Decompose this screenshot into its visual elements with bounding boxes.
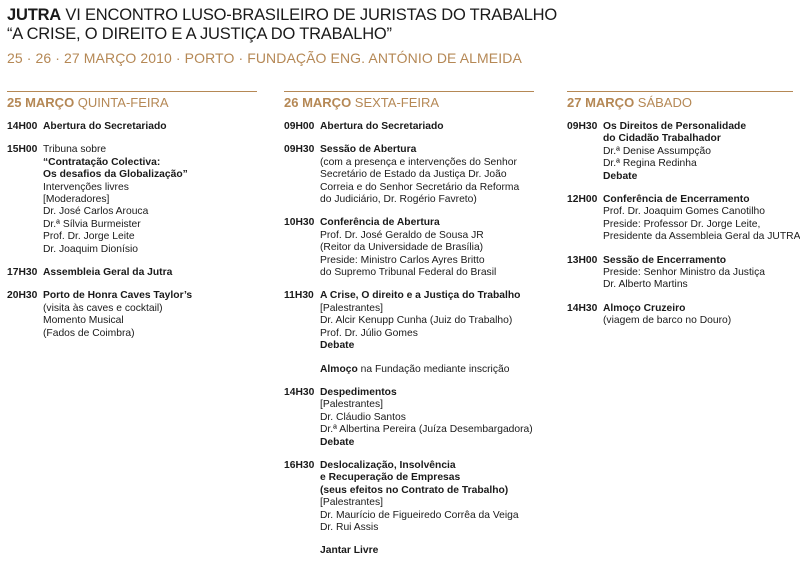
entry-line-text: Secretário de Estado da Justiça Dr. João — [320, 169, 507, 181]
entry-details — [320, 460, 519, 534]
entry-line-text: (seus efeitos no Contrato de Trabalho) — [320, 484, 509, 496]
entry-time: 20H30 — [7, 290, 38, 302]
entry-line-text: Tribuna sobre — [43, 144, 107, 156]
entry-line — [320, 144, 519, 156]
entry-line — [43, 182, 188, 194]
day-weekday: QUINTA-FEIRA — [74, 95, 169, 110]
entry-details — [320, 121, 444, 133]
schedule-entry — [7, 121, 269, 133]
entry-time: 13H00 — [567, 254, 598, 266]
entry-details — [603, 303, 731, 328]
schedule-entry — [284, 460, 560, 534]
entry-line-text: Presidente da Assembleia Geral da JUTRA — [603, 231, 800, 243]
entry-line-text: [Palestrantes] — [320, 302, 383, 314]
entry-line — [320, 267, 496, 279]
entry-line — [603, 133, 746, 145]
schedule-entry — [7, 267, 269, 279]
entry-line — [603, 219, 800, 231]
entry-details — [320, 364, 509, 376]
entry-line — [603, 146, 746, 158]
day-column-26 — [284, 95, 560, 569]
schedule-entry — [284, 545, 560, 557]
entry-line-text: Dr. Cláudio Santos — [320, 411, 406, 423]
entry-line-text: (visita às caves e cocktail) — [43, 302, 163, 314]
entry-line-text: Dr. José Carlos Arouca — [43, 206, 149, 218]
brand-name: JUTRA — [7, 6, 62, 24]
entry-line-text: Prof. Dr. Júlio Gomes — [320, 327, 418, 339]
entry-line-text: A Crise, O direito e a Justiça do Trabalho — [320, 290, 521, 302]
entry-line — [603, 315, 731, 327]
entry-time: 12H00 — [567, 194, 598, 206]
entry-details — [320, 387, 533, 449]
entry-line-text: Momento Musical — [43, 315, 124, 327]
entry-line — [320, 182, 519, 194]
entry-line — [603, 206, 800, 218]
document-header — [7, 6, 557, 68]
entry-line — [43, 303, 192, 315]
entry-time — [284, 364, 320, 376]
entry-line-text: [Palestrantes] — [320, 497, 383, 509]
entry-line-text: Abertura do Secretariado — [43, 121, 167, 132]
entry-line-text: Preside: Senhor Ministro da Justiça — [603, 267, 765, 279]
schedule-entry — [7, 144, 269, 256]
entry-line — [320, 230, 496, 242]
entry-line — [320, 194, 519, 206]
schedule-entry — [7, 290, 269, 340]
entry-line-text: do Cidadão Trabalhador — [603, 133, 721, 145]
entry-line-text: [Moderadores] — [43, 194, 110, 206]
day-heading — [567, 95, 797, 111]
event-title-text: VI ENCONTRO LUSO-BRASILEIRO DE JURISTAS DO TRABALHO — [61, 6, 558, 24]
schedule-entry — [284, 121, 560, 133]
entry-time: 14H30 — [284, 386, 315, 398]
entry-line — [43, 231, 188, 243]
day-heading — [284, 95, 560, 111]
entry-line — [603, 303, 731, 315]
day-weekday: SEXTA-FEIRA — [351, 95, 440, 110]
entry-details — [320, 144, 519, 206]
entry-line — [603, 194, 800, 206]
entry-line — [320, 255, 496, 267]
entry-line — [43, 206, 188, 218]
entry-line — [43, 315, 192, 327]
entry-line-text: Debate — [603, 170, 638, 182]
entry-line — [320, 121, 444, 133]
entry-line — [320, 169, 519, 181]
entry-details — [43, 290, 192, 340]
entry-line-text: [Palestrantes] — [320, 399, 383, 411]
entry-line-text: Conferência de Abertura — [320, 217, 440, 229]
entry-line-text: (viagem de barco no Douro) — [603, 315, 732, 327]
schedule-entry — [567, 255, 797, 292]
entry-line — [320, 242, 496, 254]
entry-line-text: Dr. Maurício de Figueiredo Corrêa da Veiga — [320, 509, 519, 521]
entry-line — [320, 437, 533, 449]
entry-line — [320, 340, 520, 352]
entry-time: 09H00 — [284, 121, 315, 132]
entry-line — [320, 328, 520, 340]
entry-line — [43, 219, 188, 231]
entry-time: 14H30 — [567, 302, 598, 314]
entry-line — [43, 290, 192, 302]
entry-line-text: Dr. Rui Assis — [320, 521, 379, 533]
entry-line — [43, 157, 188, 169]
entry-line-text: Correia e do Senhor Secretário da Reforma — [320, 181, 520, 193]
day-column-27 — [567, 95, 800, 339]
entry-time: 15H00 — [7, 144, 38, 156]
day-weekday: SÁBADO — [634, 95, 692, 110]
entry-line-text: (Reitor da Universidade de Brasília) — [320, 242, 484, 254]
schedule-entry — [284, 387, 560, 449]
entry-line-text: Sessão de Abertura — [320, 144, 417, 156]
entry-details — [320, 290, 520, 352]
entry-line-text: Dr.ª Albertina Pereira (Juíza Desembargadora) — [320, 424, 533, 436]
entry-line-text: Preside: Ministro Carlos Ayres Britto — [320, 254, 485, 266]
schedule-entry — [284, 217, 560, 279]
event-subtitle: “A CRISE, O DIREITO E A JUSTIÇA DO TRABALHO” — [7, 25, 392, 43]
entry-details — [43, 144, 188, 256]
entry-details — [603, 121, 746, 183]
entry-line-text: e Recuperação de Empresas — [320, 472, 461, 484]
entry-line — [320, 522, 519, 534]
entry-line-text: Intervenções livres — [43, 181, 129, 193]
entry-line — [320, 303, 520, 315]
entry-time: 10H30 — [284, 217, 315, 229]
entry-line-text: Preside: Professor Dr. Jorge Leite, — [603, 218, 761, 230]
entry-details — [43, 267, 172, 279]
entry-line — [320, 315, 520, 327]
divider-day-1 — [7, 91, 257, 92]
entry-line-text: Prof. Dr. Jorge Leite — [43, 231, 135, 243]
event-title — [7, 6, 557, 25]
entry-line — [320, 472, 519, 484]
entry-line — [43, 144, 188, 156]
entry-line — [320, 217, 496, 229]
divider-day-3 — [567, 91, 793, 92]
entry-line — [603, 279, 765, 291]
event-dates-place: 25 · 26 · 27 MARÇO 2010 · PORTO · FUNDAÇÃO ENG. ANTÓNIO DE ALMEIDA — [7, 50, 522, 66]
entry-line — [603, 171, 746, 183]
entry-line — [320, 460, 519, 472]
entry-line-text: do Judiciário, Dr. Rogério Favreto) — [320, 194, 477, 206]
entry-line — [320, 485, 519, 497]
entry-line — [43, 328, 192, 340]
day-column-25 — [7, 95, 269, 351]
entry-line-text: Os Direitos de Personalidade — [603, 121, 747, 132]
schedule-entry — [284, 290, 560, 352]
entry-line — [603, 121, 746, 133]
entry-line — [603, 267, 765, 279]
entry-line-text: Porto de Honra Caves Taylor’s — [43, 290, 193, 302]
schedule-entry — [284, 364, 560, 376]
entry-line-text: Debate — [320, 436, 355, 448]
entry-line — [43, 244, 188, 256]
entry-time — [284, 545, 320, 557]
entry-time: 09H30 — [284, 144, 315, 156]
entry-details — [43, 121, 167, 133]
entry-line-text: Dr.ª Denise Assumpção — [603, 145, 711, 157]
entry-line — [320, 497, 519, 509]
entry-line-text: Os desafios da Globalização” — [43, 169, 188, 181]
entry-line — [320, 510, 519, 522]
entry-line — [320, 157, 519, 169]
entry-line-text: Almoço — [320, 363, 358, 375]
entry-line-text: do Supremo Tribunal Federal do Brasil — [320, 267, 497, 279]
entry-time: 17H30 — [7, 267, 38, 279]
entry-details — [320, 545, 378, 557]
day-heading — [7, 95, 269, 111]
entry-line-text: Dr. Alcir Kenupp Cunha (Juiz do Trabalho) — [320, 315, 513, 327]
entry-line — [320, 364, 509, 376]
entry-details — [603, 255, 765, 292]
entry-line-text: Dr. Joaquim Dionísio — [43, 243, 138, 255]
entry-line-text: Abertura do Secretariado — [320, 121, 444, 132]
entry-line-text: Deslocalização, Insolvência — [320, 459, 456, 471]
entry-line-text: Assembleia Geral da Jutra — [43, 267, 173, 279]
entry-line-text: Jantar Livre — [320, 545, 379, 557]
entry-line-text: Prof. Dr. Joaquim Gomes Canotilho — [603, 206, 765, 218]
entry-line-text: (Fados de Coimbra) — [43, 327, 135, 339]
entry-line — [320, 424, 533, 436]
entry-line-suffix: na Fundação mediante inscrição — [357, 363, 510, 375]
entry-line-text: Despedimentos — [320, 386, 397, 398]
schedule-entry — [567, 303, 797, 328]
entry-line-text: Conferência de Encerramento — [603, 194, 750, 206]
entry-time: 16H30 — [284, 459, 315, 471]
schedule-entry — [567, 121, 797, 183]
day-date: 25 MARÇO — [7, 95, 75, 110]
entry-line — [43, 121, 167, 133]
entry-line — [43, 169, 188, 181]
entry-line — [320, 399, 533, 411]
day-date: 27 MARÇO — [567, 95, 635, 110]
entry-line-text: Dr.ª Regina Redinha — [603, 158, 697, 170]
entry-line-text: Sessão de Encerramento — [603, 254, 727, 266]
entry-line — [43, 267, 172, 279]
entry-time: 11H30 — [284, 290, 314, 302]
entry-line — [320, 290, 520, 302]
entry-line-text: (com a presença e intervenções do Senhor — [320, 156, 517, 168]
entry-line-text: “Contratação Colectiva: — [43, 156, 161, 168]
entry-line-text: Debate — [320, 340, 355, 352]
entry-line — [603, 231, 800, 243]
entry-line-text: Prof. Dr. José Geraldo de Sousa JR — [320, 229, 484, 241]
entry-details — [603, 194, 800, 244]
entry-line — [320, 545, 378, 557]
entry-line-text: Dr. Alberto Martins — [603, 279, 688, 291]
divider-day-2 — [284, 91, 534, 92]
entry-line — [320, 412, 533, 424]
entry-line — [603, 255, 765, 267]
schedule-entry — [567, 194, 800, 244]
entry-time: 09H30 — [567, 121, 598, 132]
entry-line — [43, 194, 188, 206]
entry-line — [603, 158, 746, 170]
entry-line-text: Almoço Cruzeiro — [603, 302, 686, 314]
entry-details — [320, 217, 496, 279]
schedule-entry — [284, 144, 560, 206]
entry-line — [320, 387, 533, 399]
entry-time: 14H00 — [7, 121, 38, 132]
day-date: 26 MARÇO — [284, 95, 352, 110]
entry-line-text: Dr.ª Sílvia Burmeister — [43, 218, 141, 230]
